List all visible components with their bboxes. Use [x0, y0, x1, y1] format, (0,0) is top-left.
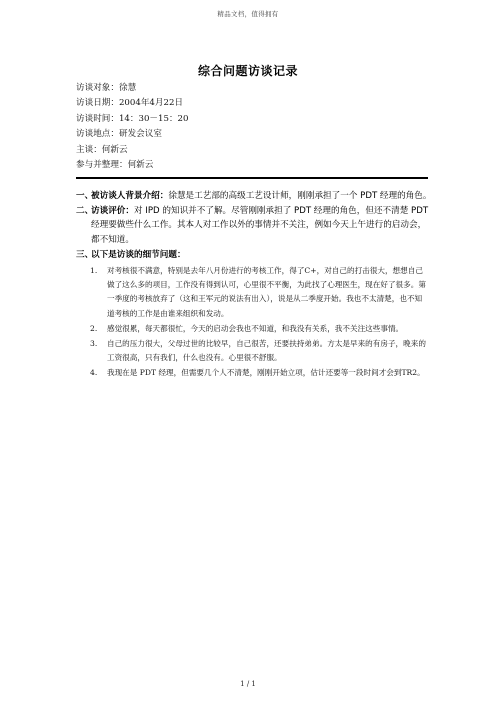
section-details	[76, 248, 432, 262]
divider-rule	[76, 177, 428, 179]
detail-text: 自己的压力很大，父母过世的比较早，自己很苦，还要扶持弟弟。方太是早来的有房子，晚来的工资很高，只有我们，什么也没有。心里很不舒服。	[107, 338, 426, 362]
section-background	[76, 189, 432, 203]
detail-item	[90, 366, 428, 380]
detail-text: 我现在是 PDT 经理，但需要几个人不清楚，刚刚开始立项，估计还要等一段时间才会到TR2。	[107, 367, 425, 377]
section-label: 以下是访谈的细节问题：	[91, 249, 186, 260]
detail-item	[90, 337, 428, 365]
section-label: 被访谈人背景介绍：	[91, 191, 169, 201]
page-number: 1 / 1	[240, 680, 256, 688]
detail-list	[90, 264, 428, 380]
detail-number: 2.	[90, 323, 98, 333]
meta-recorder: 参与并整理：何新云	[76, 159, 154, 170]
section-text: 徐慧是工艺部的高级工艺设计师，刚刚承担了一个 PDT 经理的角色。	[168, 191, 432, 201]
detail-text: 感觉很累，每天都很忙，今天的启动会我也不知道，和我没有关系，我不关注这些事情。	[107, 323, 404, 333]
section-evaluation	[76, 204, 432, 247]
interview-meta	[76, 81, 189, 173]
header-note: 精品文档，值得拥有	[217, 10, 279, 18]
meta-time: 访谈时间：14：30－15：20	[76, 113, 189, 124]
section-number: 一、	[76, 191, 94, 201]
section-number: 三、	[76, 249, 94, 260]
document-body	[76, 189, 432, 381]
detail-number: 3.	[90, 338, 98, 348]
detail-number: 4.	[90, 367, 98, 377]
detail-item	[90, 322, 428, 336]
meta-date: 访谈日期：2004年4月22日	[76, 98, 184, 109]
document-title: 综合问题访谈记录	[197, 64, 298, 78]
meta-location: 访谈地点：研发会议室	[76, 129, 162, 140]
section-label: 访谈评价：	[91, 206, 134, 217]
detail-item	[90, 264, 428, 321]
meta-interviewee: 访谈对象：徐慧	[76, 83, 137, 93]
detail-number: 1.	[90, 266, 98, 276]
meta-lead-interviewer: 主谈：何新云	[76, 144, 128, 155]
detail-text: 对考核很不满意，特别是去年八月份进行的考核工作，得了C+，对自己的打击很大，想想自己做了这么多的项目，工作没有得到认可，心里很不平衡，为此找了心理医生，现在好了很多。第一季度的考核放弃了（这和王军元的说法有出入），说是从二季度开始。我也不太清楚，也不知道考核的工作是由谁来组织和发动。	[107, 266, 426, 318]
section-text: 对 IPD 的知识并不了解。尽管刚刚承担了 PDT 经理的角色，但还不清楚 PDT 经理要做些什么工作。其本人对工作以外的事情并不关注，例如今天上午进行的启动会，都不知道。	[91, 206, 429, 245]
section-number: 二、	[76, 206, 94, 217]
